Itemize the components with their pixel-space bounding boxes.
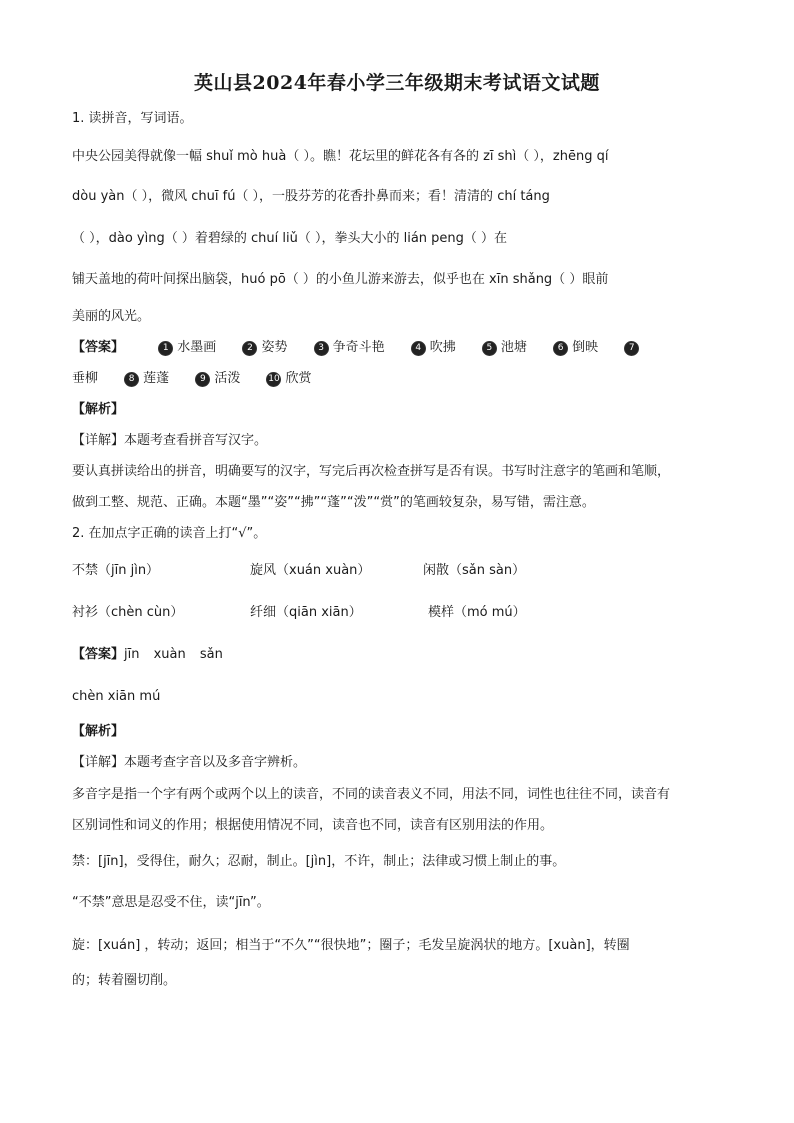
option-muyang: 模样（mó mú） bbox=[428, 605, 526, 620]
q2-detail-line-1: 多音字是指一个字有两个或两个以上的读音，不同的读音表义不同，用法不同，词性也往往不同，读音有 bbox=[72, 787, 671, 802]
q1-paragraph-line-5: 美丽的风光。 bbox=[72, 309, 151, 324]
q1-prompt: 1. 读拼音，写词语。 bbox=[72, 111, 193, 126]
q2-detail-line-3: 禁：[jīn]，受得住，耐久；忍耐，制止。[jìn]，不许，制止；法律或习惯上制止的事。 bbox=[72, 854, 566, 869]
number-circle-icon: 7 bbox=[624, 341, 639, 356]
answer-item-4: 4 吹拂 bbox=[411, 340, 456, 355]
answer-item-7-number bbox=[624, 340, 643, 355]
answer-item-8: 8 莲蓬 bbox=[124, 371, 169, 386]
answer-item-9: 9 活泼 bbox=[195, 371, 240, 386]
q2-options-row-1 bbox=[72, 562, 722, 580]
option-xiansan: 闲散（sǎn sàn） bbox=[423, 563, 526, 578]
number-circle-icon: 6 bbox=[553, 341, 568, 356]
answer-item-3: 3 争奇斗艳 bbox=[314, 340, 385, 355]
answer-item-6: 6 倒映 bbox=[553, 340, 598, 355]
q2-detail-line-5: 旋：[xuán] ，转动；返回；相当于“不久”“很快地”；圈子；毛发呈旋涡状的地方。[xuàn]，转圈 bbox=[72, 938, 630, 953]
number-circle-icon: 3 bbox=[314, 341, 329, 356]
page-title: 英山县2024年春小学三年级期末考试语文试题 bbox=[194, 72, 600, 94]
q1-answer-line-2 bbox=[72, 370, 722, 388]
q2-options-row-2 bbox=[72, 604, 722, 622]
answer-item-2: 2 姿势 bbox=[242, 340, 287, 355]
q2-detail: 【详解】本题考查字音以及多音字辨析。 bbox=[72, 755, 307, 770]
option-chenshan: 衬衫（chèn cùn） bbox=[72, 605, 184, 620]
q1-paragraph-line-4: 铺天盖地的荷叶间探出脑袋，huó pō（ ）的小鱼儿游来游去，似乎也在 xīn shǎng（ ）眼前 bbox=[72, 272, 609, 287]
q1-answer-line-1 bbox=[72, 339, 722, 357]
q2-analysis-label: 【解析】 bbox=[72, 724, 125, 739]
answer-label: 【答案】 bbox=[72, 340, 125, 355]
number-circle-icon: 10 bbox=[266, 372, 281, 387]
option-xianxi: 纤细（qiān xiān） bbox=[250, 605, 362, 620]
q1-detail: 【详解】本题考查看拼音写汉字。 bbox=[72, 433, 268, 448]
option-xuanfeng: 旋风（xuán xuàn） bbox=[250, 563, 371, 578]
answer-item-1: 1 水墨画 bbox=[158, 340, 216, 355]
number-circle-icon: 1 bbox=[158, 341, 173, 356]
q1-paragraph-line-3: （ ），dào yìng（ ）着碧绿的 chuí liǔ（ ），拳头大小的 lián peng（ ）在 bbox=[72, 231, 508, 246]
q2-prompt: 2. 在加点字正确的读音上打“√”。 bbox=[72, 526, 267, 541]
q2-answer-values-1: jīn xuàn sǎn bbox=[124, 647, 223, 662]
answer-item-7: 垂柳 bbox=[72, 371, 99, 386]
q1-paragraph-line-1: 中央公园美得就像一幅 shuǐ mò huà（ ）。瞧！花坛里的鲜花各有各的 zī shì（ ），zhēng qí bbox=[72, 149, 609, 164]
answer-label: 【答案】 bbox=[72, 647, 125, 662]
option-bujin: 不禁（jīn jìn） bbox=[72, 563, 160, 578]
q1-analysis-label: 【解析】 bbox=[72, 402, 125, 417]
q2-detail-line-2: 区别词性和词义的作用；根据使用情况不同，读音也不同，读音有区别用法的作用。 bbox=[72, 818, 554, 833]
q1-paragraph-line-2: dòu yàn（ ），微风 chuī fú（ ），一股芬芳的花香扑鼻而来；看！清清的 chí táng bbox=[72, 189, 550, 204]
q1-detail-line-1: 要认真拼读给出的拼音，明确要写的汉字，写完后再次检查拼写是否有误。书写时注意字的笔画和笔顺， bbox=[72, 464, 671, 479]
number-circle-icon: 2 bbox=[242, 341, 257, 356]
answer-item-5: 5 池塘 bbox=[482, 340, 527, 355]
number-circle-icon: 8 bbox=[124, 372, 139, 387]
number-circle-icon: 5 bbox=[482, 341, 497, 356]
q2-detail-line-4: “不禁”意思是忍受不住，读“jīn”。 bbox=[72, 895, 270, 910]
number-circle-icon: 4 bbox=[411, 341, 426, 356]
q2-answer-line-1 bbox=[72, 646, 722, 664]
number-circle-icon: 9 bbox=[195, 372, 210, 387]
answer-item-10: 10 欣赏 bbox=[268, 371, 312, 386]
q1-detail-line-2: 做到工整、规范、正确。本题“墨”“姿”“拂”“蓬”“泼”“赏”的笔画较复杂，易写错，需注意。 bbox=[72, 495, 595, 510]
q2-answer-line-2: chèn xiān mú bbox=[72, 689, 161, 704]
q2-detail-line-6: 的；转着圈切削。 bbox=[72, 973, 177, 988]
